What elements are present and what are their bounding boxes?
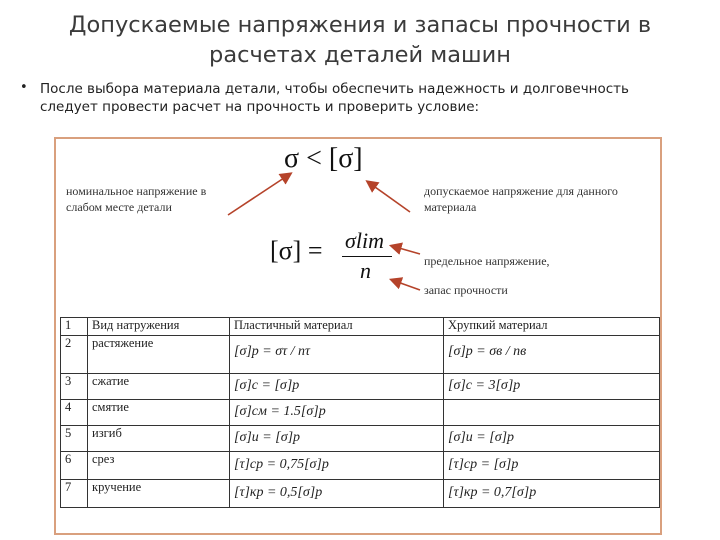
table-row: [61, 336, 660, 374]
table-row: [61, 400, 660, 426]
header-load-type: Вид натружения: [88, 318, 230, 336]
row-ductile-formula: [σ]см = 1.5[σ]p: [230, 400, 444, 426]
row-ductile-formula: [τ]кр = 0,5[σ]p: [230, 480, 444, 508]
row-ductile-formula: [σ]c = [σ]p: [230, 374, 444, 400]
row-load-type: кручение: [88, 480, 230, 508]
row-number: 5: [61, 426, 88, 452]
fraction-bar: [342, 256, 392, 257]
row-load-type: смятие: [88, 400, 230, 426]
row-brittle-formula: [τ]кр = 0,7[σ]p: [444, 480, 660, 508]
table-row: [61, 374, 660, 400]
safety-factor-denominator: n: [360, 258, 371, 283]
row-ductile-formula: [σ]и = [σ]p: [230, 426, 444, 452]
row-ductile-formula: [τ]ср = 0,75[σ]p: [230, 452, 444, 480]
header-ductile: Пластичный материал: [230, 318, 444, 336]
row-number: 2: [61, 336, 88, 374]
note-limit-stress: предельное напряжение,: [424, 254, 550, 268]
table-row: [61, 452, 660, 480]
row-brittle-formula: [444, 400, 660, 426]
table-row: [61, 426, 660, 452]
note-safety-factor: запас прочности: [424, 283, 508, 297]
row-load-type: срез: [88, 452, 230, 480]
row-number: 4: [61, 400, 88, 426]
note-nominal-stress: номинальное напряжение в слабом месте детали: [66, 184, 207, 214]
bullet-marker: •: [20, 80, 28, 95]
row-load-type: сжатие: [88, 374, 230, 400]
limit-stress-numerator: σlim: [345, 228, 384, 253]
row-ductile-formula: [σ]p = στ / nτ: [230, 336, 444, 374]
row-number: 3: [61, 374, 88, 400]
slide-title: Допускаемые напряжения и запасы прочности в расчетах деталей машин: [68, 12, 652, 68]
row-brittle-formula: [σ]c = 3[σ]p: [444, 374, 660, 400]
bullet-text: После выбора материала детали, чтобы обеспечить надежность и долговечность следует провести расчет на прочность и проверить условие:: [40, 81, 629, 115]
row-number: 7: [61, 480, 88, 508]
row-load-type: растяжение: [88, 336, 230, 374]
row-load-type: изгиб: [88, 426, 230, 452]
table-header-row: [61, 318, 660, 336]
header-number: 1: [61, 318, 88, 336]
row-brittle-formula: [σ]p = σв / nв: [444, 336, 660, 374]
row-brittle-formula: [τ]ср = [σ]p: [444, 452, 660, 480]
row-brittle-formula: [σ]и = [σ]p: [444, 426, 660, 452]
strength-condition: σ < [σ]: [284, 143, 363, 174]
row-number: 6: [61, 452, 88, 480]
allowable-stress-lhs: [σ] =: [270, 236, 323, 265]
table-row: [61, 480, 660, 508]
note-allowable-stress: допускаемое напряжение для данного материала: [424, 184, 618, 214]
header-brittle: Хрупкий материал: [444, 318, 660, 336]
allowable-stress-table: [60, 317, 660, 508]
